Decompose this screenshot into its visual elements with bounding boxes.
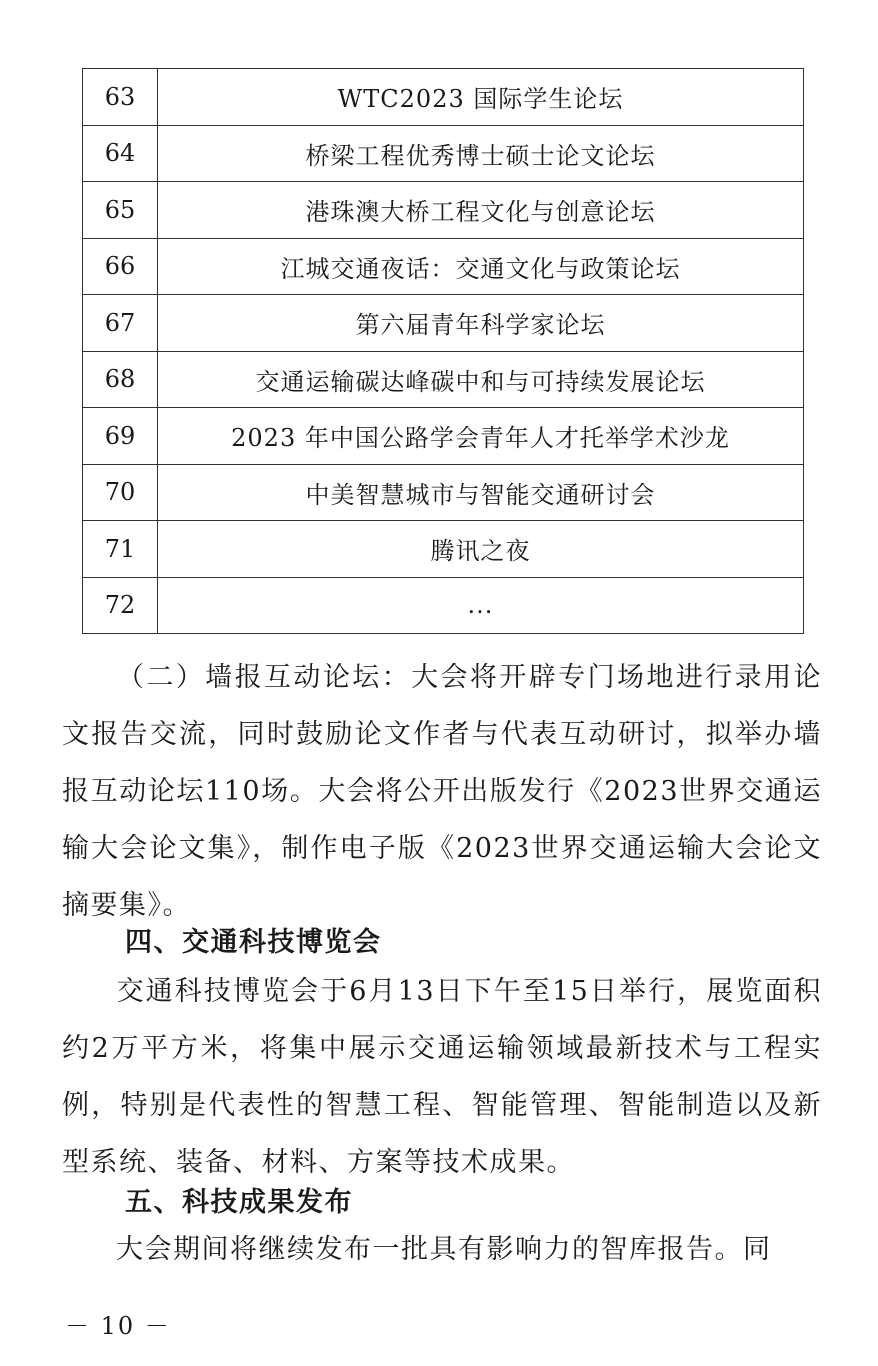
- row-number: 69: [83, 408, 158, 465]
- table-row: [83, 521, 804, 578]
- section5-text: 大会期间将继续发布一批具有影响力的智库报告。同: [116, 1234, 772, 1265]
- section2-paragraph: [62, 649, 822, 934]
- table-row: [83, 577, 804, 634]
- forum-table: [82, 68, 804, 634]
- table-row: [83, 69, 804, 126]
- table-row: [83, 125, 804, 182]
- section4-paragraph: [62, 963, 822, 1191]
- forum-name: 2023 年中国公路学会青年人才托举学术沙龙: [158, 408, 804, 465]
- row-number: 68: [83, 351, 158, 408]
- row-number: 63: [83, 69, 158, 126]
- forum-name: 交通运输碳达峰碳中和与可持续发展论坛: [158, 351, 804, 408]
- row-number: 66: [83, 238, 158, 295]
- page-number: － 10 －: [65, 1312, 171, 1340]
- table-row: [83, 295, 804, 352]
- forum-name: 腾讯之夜: [158, 521, 804, 578]
- section4-text: 交通科技博览会于6月13日下午至15日举行，展览面积约2万平方米，将集中展示交通运输领域最新技术与工程实例，特别是代表性的智慧工程、智能管理、智能制造以及新型系统、装备、材料、方案等技术成果。: [62, 976, 822, 1178]
- forum-table-body: [83, 69, 804, 634]
- forum-name: 桥梁工程优秀博士硕士论文论坛: [158, 125, 804, 182]
- section2-text: （二）墙报互动论坛：大会将开辟专门场地进行录用论文报告交流，同时鼓励论文作者与代表互动研讨，拟举办墙报互动论坛110场。大会将公开出版发行《2023世界交通运输大会论文集》，制作电子版《2023世界交通运输大会论文摘要集》。: [62, 662, 822, 921]
- table-row: [83, 351, 804, 408]
- table-row: [83, 408, 804, 465]
- row-number: 67: [83, 295, 158, 352]
- row-number: 64: [83, 125, 158, 182]
- forum-name: WTC2023 国际学生论坛: [158, 69, 804, 126]
- section4-heading: 四、交通科技博览会: [125, 927, 382, 958]
- section5-heading: 五、科技成果发布: [125, 1187, 353, 1218]
- forum-name: ...: [158, 577, 804, 634]
- row-number: 65: [83, 182, 158, 239]
- forum-name: 江城交通夜话：交通文化与政策论坛: [158, 238, 804, 295]
- section5-paragraph: [62, 1221, 822, 1278]
- forum-name: 中美智慧城市与智能交通研讨会: [158, 464, 804, 521]
- table-row: [83, 182, 804, 239]
- table-row: [83, 238, 804, 295]
- row-number: 72: [83, 577, 158, 634]
- table-row: [83, 464, 804, 521]
- forum-name: 港珠澳大桥工程文化与创意论坛: [158, 182, 804, 239]
- row-number: 71: [83, 521, 158, 578]
- forum-name: 第六届青年科学家论坛: [158, 295, 804, 352]
- row-number: 70: [83, 464, 158, 521]
